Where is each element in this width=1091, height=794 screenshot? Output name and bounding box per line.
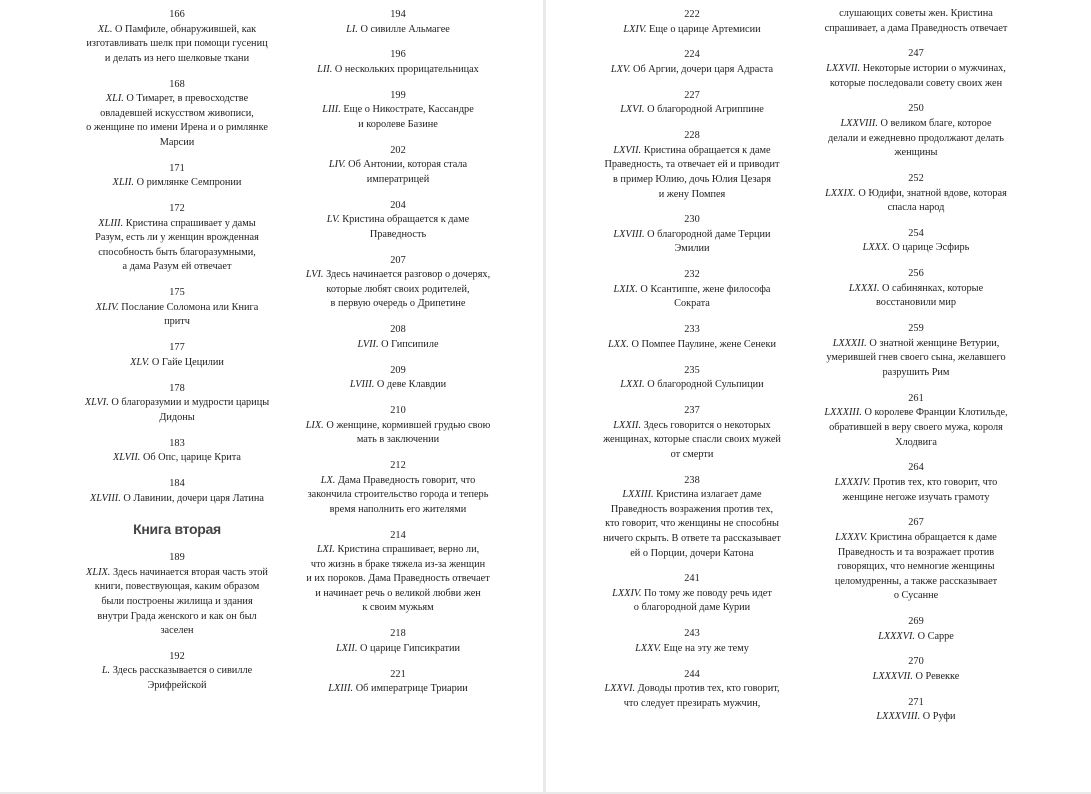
chapter-numeral: LXXIX. xyxy=(825,187,856,199)
page-number: 172 xyxy=(169,203,185,215)
chapter-numeral: LXX. xyxy=(607,338,629,350)
page-number: 232 xyxy=(684,269,700,281)
chapter-title-line: О царице Гипсикратии xyxy=(359,642,461,654)
page-number: 207 xyxy=(390,254,406,266)
continued-entry-text xyxy=(810,7,1022,36)
column-entries xyxy=(810,47,1022,725)
continued-text-line: спрашивает, а дама Праведность отвечает xyxy=(824,22,1008,34)
chapter-numeral: LXVI. xyxy=(620,104,645,116)
chapter-title-line: Праведность возражения против тех, xyxy=(610,503,774,515)
chapter-title-line: Праведность, та отвечает ей и приводит xyxy=(604,159,780,171)
chapter-numeral: LXIV. xyxy=(623,23,647,35)
chapter-title-line: О благоразумии и мудрости царицы xyxy=(111,397,270,409)
chapter-numeral: LXXXVI. xyxy=(878,630,915,642)
chapter-title-line: о Сусанне xyxy=(893,590,939,602)
toc-entry xyxy=(292,404,504,448)
page-number: 192 xyxy=(169,650,185,662)
chapter-numeral: LXXVII. xyxy=(826,62,861,74)
page-number: 178 xyxy=(169,382,185,394)
page-number: 171 xyxy=(169,162,185,174)
chapter-title-line: Здесь начинается разговор о дочерях, xyxy=(326,269,491,281)
right-page xyxy=(546,0,1091,792)
chapter-numeral: LXVII. xyxy=(613,144,642,156)
chapter-numeral: XLV. xyxy=(130,356,150,368)
toc-entry xyxy=(292,89,504,133)
page-number: 270 xyxy=(908,656,924,668)
chapter-title-line: Еще о Никострате, Кассандре xyxy=(343,104,474,116)
chapter-title-line: Против тех, кто говорит, что xyxy=(872,476,998,488)
chapter-numeral: LXXXIV. xyxy=(834,476,871,488)
entries-before-heading xyxy=(71,8,283,506)
toc-entry xyxy=(810,267,1022,311)
page-number: 233 xyxy=(684,324,700,336)
toc-entry xyxy=(292,668,504,697)
toc-column-2 xyxy=(292,8,504,708)
chapter-title-line: О Гайе Цецилии xyxy=(151,356,224,368)
toc-entry xyxy=(586,48,798,77)
page-number: 214 xyxy=(390,529,406,541)
chapter-numeral: LXXXII. xyxy=(832,337,867,349)
chapter-title-line: О Ксантиппе, жене философа xyxy=(640,283,771,295)
book-heading: Книга вторая xyxy=(133,521,221,538)
toc-entry xyxy=(71,551,283,639)
chapter-title-line: которые любят своих родителей, xyxy=(326,283,470,295)
chapter-numeral: LIV. xyxy=(328,159,346,171)
toc-entry xyxy=(292,254,504,312)
page-number: 199 xyxy=(390,89,406,101)
chapter-numeral: XLVI. xyxy=(84,397,109,409)
toc-column-4 xyxy=(810,7,1022,736)
chapter-title-line: притч xyxy=(164,316,190,328)
page-number: 175 xyxy=(169,287,185,299)
chapter-title-line: Праведность xyxy=(369,228,427,240)
chapter-title-line: женщинах, которые спасли своих мужей xyxy=(603,434,781,446)
chapter-title-line: Об Опс, царице Крита xyxy=(142,452,241,464)
chapter-numeral: LXXVI. xyxy=(604,683,636,695)
chapter-title-line: О Тимарет, в превосходстве xyxy=(126,93,249,105)
chapter-title-line: заселен xyxy=(160,625,194,637)
page-number: 252 xyxy=(908,172,924,184)
chapter-title-line: императрицей xyxy=(366,173,430,185)
toc-entry xyxy=(292,627,504,656)
chapter-title-line: от смерти xyxy=(670,448,714,460)
chapter-title-line: О Ревекке xyxy=(915,671,960,683)
page-number: 269 xyxy=(908,616,924,628)
chapter-title-line: Эмилии xyxy=(674,243,710,255)
toc-entry xyxy=(71,78,283,151)
chapter-title-line: Еще на эту же тему xyxy=(663,642,749,654)
chapter-title-line: О благородной даме Терции xyxy=(647,228,771,240)
toc-entry xyxy=(810,696,1022,725)
chapter-title-line: умерившей гнев своего сына, желавшего xyxy=(826,352,1006,364)
chapter-numeral: LXXIV. xyxy=(612,587,642,599)
chapter-numeral: L. xyxy=(101,665,111,677)
chapter-numeral: LXIII. xyxy=(328,683,354,695)
chapter-title-line: Послание Соломона или Книга xyxy=(121,301,259,313)
page-number: 241 xyxy=(684,573,700,585)
chapter-title-line: Дама Праведность говорит, что xyxy=(337,474,476,486)
chapter-numeral: XL. xyxy=(97,23,113,35)
toc-entry xyxy=(586,89,798,118)
page-number: 212 xyxy=(390,459,406,471)
chapter-title-line: О знатной женщине Ветурии, xyxy=(869,337,1000,349)
chapter-title-line: и начинает речь о великой любви жен xyxy=(315,587,481,599)
chapter-title-line: что жизнь в браке тяжела из-за женщин xyxy=(310,558,486,570)
chapter-title-line: и жену Помпея xyxy=(658,188,726,200)
chapter-numeral: LVI. xyxy=(305,269,324,281)
chapter-numeral: XLIX. xyxy=(86,566,111,578)
chapter-title-line: изготавливать шелк при помощи гусениц xyxy=(86,38,268,50)
chapter-title-line: мать в заключении xyxy=(356,434,440,446)
toc-entry xyxy=(586,323,798,352)
chapter-title-line: Кристина спрашивает у дамы xyxy=(125,217,256,229)
chapter-title-line: Здесь говорится о некоторых xyxy=(643,419,771,431)
chapter-title-line: а дама Разум ей отвечает xyxy=(122,261,232,273)
chapter-title-line: закончила строительство города и теперь xyxy=(307,489,489,501)
toc-entry xyxy=(71,162,283,191)
chapter-numeral: LXV. xyxy=(610,63,631,75)
page-number: 267 xyxy=(908,517,924,529)
chapter-title-line: Хлодвига xyxy=(895,436,937,448)
chapter-title-line: О благородной Сульпиции xyxy=(647,379,764,391)
chapter-title-line: восстановили мир xyxy=(876,297,956,309)
chapter-title-line: книги, повествующая, каким образом xyxy=(94,581,260,593)
chapter-title-line: Здесь рассказывается о сивилле xyxy=(112,665,253,677)
chapter-title-line: О Сарре xyxy=(917,630,954,642)
chapter-title-line: О великом благе, которое xyxy=(880,117,992,129)
toc-entry xyxy=(586,213,798,257)
page-number: 259 xyxy=(908,323,924,335)
chapter-numeral: LXI. xyxy=(316,544,335,556)
chapter-title-line: О римлянке Семпронии xyxy=(136,177,242,189)
toc-entry xyxy=(71,341,283,370)
chapter-title-line: говорящих, что немногие женщины xyxy=(837,561,995,573)
chapter-title-line: По тому же поводу речь идет xyxy=(644,587,772,599)
chapter-title-line: Сократа xyxy=(674,298,710,310)
chapter-title-line: обратившей в веру своего мужа, короля xyxy=(829,421,1003,433)
toc-entry xyxy=(71,382,283,426)
toc-entry xyxy=(586,668,798,712)
chapter-numeral: LXXIII. xyxy=(622,489,654,501)
page-number: 209 xyxy=(390,364,406,376)
toc-entry xyxy=(292,459,504,517)
chapter-title-line: О сабинянках, которые xyxy=(882,282,984,294)
toc-entry xyxy=(810,615,1022,644)
page-number: 238 xyxy=(684,474,700,486)
chapter-title-line: о женщине по имени Ирена и о римлянке xyxy=(86,122,268,134)
page-number: 254 xyxy=(908,227,924,239)
toc-entry xyxy=(586,364,798,393)
chapter-numeral: LV. xyxy=(326,214,340,226)
page-number: 221 xyxy=(390,668,406,680)
chapter-title-line: Марсии xyxy=(159,136,195,148)
chapter-title-line: О Лавинии, дочери царя Латина xyxy=(123,492,264,504)
chapter-title-line: были построены жилища и здания xyxy=(101,595,253,607)
chapter-numeral: XLVIII. xyxy=(89,492,121,504)
chapter-title-line: и королеве Базине xyxy=(358,118,438,130)
chapter-title-line: к своим мужьям xyxy=(362,602,434,614)
toc-entry xyxy=(810,392,1022,450)
page-number: 168 xyxy=(169,78,185,90)
toc-entry xyxy=(810,461,1022,505)
chapter-title-line: в первую очередь о Дрипетине xyxy=(330,298,466,310)
chapter-title-line: внутри Града женского и как он был xyxy=(97,610,257,622)
page-number: 208 xyxy=(390,324,406,336)
page-number: 237 xyxy=(684,404,700,416)
chapter-title-line: О деве Клавдии xyxy=(376,379,447,391)
chapter-title-line: и их пороков. Дама Праведность отвечает xyxy=(306,573,490,585)
toc-entry xyxy=(586,268,798,312)
chapter-title-line: О Руфи xyxy=(922,711,956,723)
page-number: 227 xyxy=(684,89,700,101)
chapter-title-line: Кристина обращается к даме xyxy=(643,144,771,156)
chapter-numeral: LVII. xyxy=(357,338,379,350)
toc-entry xyxy=(71,202,283,275)
page-number: 264 xyxy=(908,462,924,474)
toc-entry xyxy=(71,437,283,466)
page-number: 183 xyxy=(169,437,185,449)
chapter-title-line: женщины xyxy=(894,147,938,159)
toc-entry xyxy=(586,474,798,562)
toc-entry xyxy=(71,650,283,694)
chapter-numeral: LXXI. xyxy=(620,379,645,391)
chapter-title-line: ничего скрыть. В ответе та рассказывает xyxy=(603,532,781,544)
page-number: 247 xyxy=(908,48,924,60)
toc-entry xyxy=(586,404,798,462)
chapter-title-line: женщине негоже изучать грамоту xyxy=(842,491,990,503)
chapter-numeral: XLII. xyxy=(112,177,134,189)
page-number: 256 xyxy=(908,268,924,280)
chapter-title-line: О Помпее Паулине, жене Сенеки xyxy=(631,338,777,350)
chapter-title-line: О царице Эсфирь xyxy=(892,242,970,254)
chapter-title-line: Кристина обращается к даме xyxy=(342,214,470,226)
chapter-numeral: LI. xyxy=(346,23,358,35)
chapter-numeral: LXIX. xyxy=(613,283,638,295)
page-number: 177 xyxy=(169,342,185,354)
chapter-numeral: LII. xyxy=(317,63,333,75)
chapter-title-line: Эрифрейской xyxy=(147,680,207,692)
toc-entry xyxy=(810,102,1022,160)
chapter-title-line: кто говорит, что женщины не способны xyxy=(605,518,779,530)
chapter-title-line: О женщине, кормившей грудью свою xyxy=(326,419,491,431)
toc-entry xyxy=(71,477,283,506)
page-number: 184 xyxy=(169,477,185,489)
chapter-title-line: что следует презирать мужчин, xyxy=(623,697,761,709)
chapter-title-line: Кристина спрашивает, верно ли, xyxy=(337,544,480,556)
chapter-title-line: О Юдифи, знатной вдове, которая xyxy=(858,187,1007,199)
page-number: 196 xyxy=(390,49,406,61)
page-number: 271 xyxy=(908,696,924,708)
toc-column-3 xyxy=(586,8,798,723)
page-number: 235 xyxy=(684,364,700,376)
chapter-numeral: XLIV. xyxy=(95,301,119,313)
toc-entry xyxy=(292,323,504,352)
chapter-numeral: LXXXV. xyxy=(835,531,868,543)
page-number: 189 xyxy=(169,552,185,564)
chapter-title-line: спасла народ xyxy=(887,202,945,214)
chapter-title-line: о благородной даме Курии xyxy=(633,602,751,614)
page-number: 261 xyxy=(908,392,924,404)
toc-entry xyxy=(810,516,1022,604)
toc-entry xyxy=(810,655,1022,684)
toc-entry xyxy=(810,172,1022,216)
page-number: 222 xyxy=(684,9,700,20)
chapter-title-line: в пример Юлию, дочь Юлия Цезаря xyxy=(613,173,771,185)
chapter-numeral: LIX. xyxy=(305,419,324,431)
page-number: 250 xyxy=(908,103,924,115)
chapter-title-line: которые последовали совету своих жен xyxy=(829,77,1003,89)
chapter-title-line: О благородной Агриппине xyxy=(647,104,764,116)
chapter-title-line: О Гипсипиле xyxy=(381,338,439,350)
toc-entry xyxy=(810,322,1022,380)
chapter-title-line: ей о Порции, дочери Катона xyxy=(630,547,754,559)
chapter-title-line: Кристина излагает даме xyxy=(656,489,762,501)
chapter-title-line: О королеве Франции Клотильде, xyxy=(864,407,1008,419)
chapter-title-line: Праведность и та возражает против xyxy=(837,546,995,558)
chapter-numeral: LXXXI. xyxy=(848,282,880,294)
toc-entry xyxy=(810,47,1022,91)
chapter-title-line: Кристина обращается к даме xyxy=(869,531,997,543)
toc-entry xyxy=(586,129,798,202)
toc-entry xyxy=(292,8,504,37)
chapter-numeral: LIII. xyxy=(322,104,341,116)
chapter-numeral: LVIII. xyxy=(349,379,375,391)
toc-entry xyxy=(71,8,283,66)
chapter-title-line: и делать из него шелковые ткани xyxy=(104,52,250,64)
chapter-numeral: LXII. xyxy=(335,642,358,654)
page-number: 218 xyxy=(390,628,406,640)
chapter-title-line: способность быть благоразумными, xyxy=(98,246,256,258)
chapter-numeral: LX. xyxy=(320,474,336,486)
toc-entry xyxy=(586,627,798,656)
chapter-title-line: Об императрице Триарии xyxy=(355,683,468,695)
page-number: 210 xyxy=(390,404,406,416)
continued-text-line: слушающих советы жен. Кристина xyxy=(839,8,993,19)
page-number: 166 xyxy=(169,9,185,20)
toc-entry xyxy=(586,8,798,37)
chapter-numeral: LXXV. xyxy=(635,642,661,654)
chapter-title-line: Еще о царице Артемисии xyxy=(648,23,761,35)
chapter-numeral: XLVII. xyxy=(113,452,141,464)
page-number: 224 xyxy=(684,49,700,61)
chapter-title-line: О сивилле Альмагее xyxy=(360,23,450,35)
toc-entry xyxy=(586,572,798,616)
page-number: 244 xyxy=(684,668,700,680)
page-number: 228 xyxy=(684,130,700,142)
toc-entry xyxy=(292,199,504,243)
toc-column-1 xyxy=(71,8,283,705)
chapter-numeral: LXXX. xyxy=(862,242,890,254)
chapter-title-line: разрушить Рим xyxy=(882,367,950,378)
chapter-numeral: LXXII. xyxy=(613,419,642,431)
page-number: 204 xyxy=(390,199,406,211)
toc-entry xyxy=(292,364,504,393)
chapter-title-line: Здесь начинается вторая часть этой xyxy=(112,566,268,578)
chapter-title-line: Разум, есть ли у женщин врожденная xyxy=(95,232,259,244)
chapter-title-line: Дидоны xyxy=(159,411,195,423)
chapter-title-line: делали и ежедневно продолжают делать xyxy=(828,132,1004,144)
chapter-numeral: LXXXVIII. xyxy=(876,711,921,723)
chapter-numeral: LXXXIII. xyxy=(824,407,862,419)
chapter-title-line: О нескольких прорицательницах xyxy=(334,63,479,75)
toc-entry xyxy=(71,286,283,330)
chapter-numeral: LXXVIII. xyxy=(840,117,878,129)
chapter-title-line: целомудренны, а также рассказывает xyxy=(834,575,998,587)
chapter-numeral: XLIII. xyxy=(98,217,124,229)
chapter-title-line: О Памфиле, обнаружившей, как xyxy=(115,23,257,35)
page-number: 202 xyxy=(390,144,406,156)
chapter-title-line: овладевшей искусством живописи, xyxy=(100,107,254,119)
entries-after-heading xyxy=(71,551,283,694)
toc-entry xyxy=(292,144,504,188)
chapter-numeral: XLI. xyxy=(105,93,124,105)
chapter-title-line: Об Антонии, которая стала xyxy=(348,159,468,171)
toc-entry xyxy=(292,529,504,617)
chapter-title-line: Некоторые истории о мужчинах, xyxy=(862,62,1006,74)
chapter-numeral: LXVIII. xyxy=(613,228,645,240)
chapter-title-line: время наполнить его жителями xyxy=(329,503,467,515)
left-page xyxy=(0,0,543,792)
toc-entry xyxy=(810,227,1022,256)
chapter-title-line: Доводы против тех, кто говорит, xyxy=(637,683,780,695)
chapter-title-line: Об Аргии, дочери царя Адраста xyxy=(633,63,774,75)
page-number: 194 xyxy=(390,9,406,20)
chapter-numeral: LXXXVII. xyxy=(872,671,913,683)
page-number: 243 xyxy=(684,628,700,640)
toc-entry xyxy=(292,48,504,77)
page-number: 230 xyxy=(684,214,700,226)
